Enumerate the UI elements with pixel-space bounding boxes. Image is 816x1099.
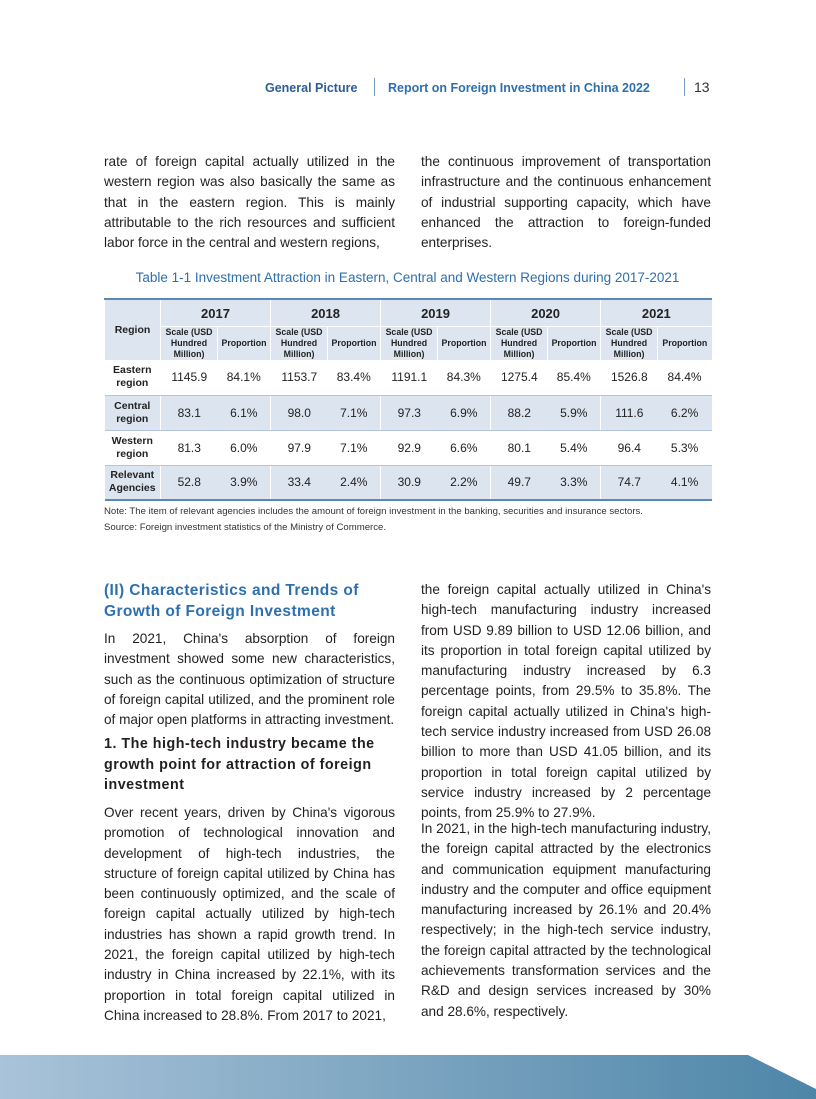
table-cell: 30.9 <box>381 465 438 500</box>
table-cell: 84.3% <box>438 360 491 395</box>
region-header: Region <box>105 299 161 360</box>
scale-header: Scale (USD Hundred Million) <box>381 327 438 361</box>
table-cell: 5.4% <box>548 430 601 465</box>
year-header: 2020 <box>491 299 601 327</box>
table-cell: 6.6% <box>438 430 491 465</box>
proportion-header: Proportion <box>328 327 381 361</box>
running-header <box>0 78 816 98</box>
table-cell: 83.1 <box>161 395 218 430</box>
subheader-row <box>105 327 712 361</box>
region-cell: Central region <box>105 395 161 430</box>
table-cell: 81.3 <box>161 430 218 465</box>
table-cell: 6.1% <box>218 395 271 430</box>
proportion-header: Proportion <box>658 327 712 361</box>
year-header: 2021 <box>601 299 712 327</box>
table-source: Source: Foreign investment statistics of the Ministry of Commerce. <box>104 522 387 533</box>
table-cell: 92.9 <box>381 430 438 465</box>
table-cell: 33.4 <box>271 465 328 500</box>
table-cell: 97.9 <box>271 430 328 465</box>
table-row <box>105 465 712 500</box>
table-cell: 52.8 <box>161 465 218 500</box>
subsection-heading: 1. The high-tech industry became the growth point for attraction of foreign investment <box>104 736 375 793</box>
body-paragraph-left: Over recent years, driven by China's vigorous promotion of technological innovation and development of high-tech industries, the structure of foreign capital utilized by China has been continuously optimized, and the scale of foreign capital actually utilized by high-tech industries has shown a rapid growth trend. In 2021, the foreign capital utilized by high-tech industry in China increased by 22.1%, with its proportion in total foreign capital utilized in China increased to 28.8%. From 2017 to 2021, <box>104 805 395 1023</box>
header-report-title: Report on Foreign Investment in China 2022 <box>388 81 650 95</box>
region-cell: Eastern region <box>105 360 161 395</box>
intro-paragraph-right: the continuous improvement of transportation infrastructure and the continuous enhancement of industrial supporting capacity, which have enhanced the attraction to foreign-funded enterprises. <box>421 154 711 251</box>
scale-header: Scale (USD Hundred Million) <box>601 327 658 361</box>
investment-table <box>104 298 712 501</box>
table-cell: 1153.7 <box>271 360 328 395</box>
table-cell: 1526.8 <box>601 360 658 395</box>
table-cell: 1145.9 <box>161 360 218 395</box>
table-row <box>105 430 712 465</box>
section-intro-paragraph: In 2021, China's absorption of foreign investment showed some new characteristics, such as the continuous optimization of structure of foreign capital utilized, and the prominent role of major open platforms in attracting investment. <box>104 631 395 728</box>
table-cell: 2.4% <box>328 465 381 500</box>
intro-paragraph-left: rate of foreign capital actually utilized in the western region was also basically the same as that in the eastern region. This is mainly attributable to the rich resources and sufficient labor force in the central and western regions, <box>104 154 395 251</box>
table-cell: 1275.4 <box>491 360 548 395</box>
table-cell: 84.4% <box>658 360 712 395</box>
page-number: 13 <box>694 79 710 95</box>
table-cell: 98.0 <box>271 395 328 430</box>
table-cell: 6.0% <box>218 430 271 465</box>
table-row <box>105 395 712 430</box>
proportion-header: Proportion <box>438 327 491 361</box>
table-cell: 85.4% <box>548 360 601 395</box>
footer-band-shape <box>0 1055 816 1099</box>
table-cell: 7.1% <box>328 430 381 465</box>
table-cell: 84.1% <box>218 360 271 395</box>
table-cell: 2.2% <box>438 465 491 500</box>
region-cell: Western region <box>105 430 161 465</box>
table-cell: 5.9% <box>548 395 601 430</box>
table-cell: 97.3 <box>381 395 438 430</box>
table-note: Note: The item of relevant agencies includes the amount of foreign investment in the banking, securities and insurance sectors. <box>104 506 643 517</box>
table-cell: 3.3% <box>548 465 601 500</box>
proportion-header: Proportion <box>548 327 601 361</box>
year-header: 2017 <box>161 299 271 327</box>
region-cell: Relevant Agencies <box>105 465 161 500</box>
header-divider <box>684 78 685 96</box>
table-cell: 1191.1 <box>381 360 438 395</box>
section-heading: (II) Characteristics and Trends of Growth of Foreign Investment <box>104 582 359 620</box>
footer-band <box>0 1055 816 1099</box>
table-row <box>105 360 712 395</box>
table-cell: 49.7 <box>491 465 548 500</box>
scale-header: Scale (USD Hundred Million) <box>271 327 328 361</box>
table-cell: 5.3% <box>658 430 712 465</box>
table-cell: 111.6 <box>601 395 658 430</box>
table-caption: Table 1-1 Investment Attraction in Eastern, Central and Western Regions during 2017-2021 <box>135 270 680 285</box>
body-paragraph-right-2: In 2021, in the high-tech manufacturing industry, the foreign capital attracted by the electronics and communication equipment manufacturing industry and the computer and office equipment manufacturing increased by 26.1% and 20.4% respectively; in the high-tech service industry, the foreign capital attracted by the technological achievements transformation services and the R&D and design services increased by 30% and 28.6%, respectively. <box>421 821 711 1019</box>
table-cell: 80.1 <box>491 430 548 465</box>
header-divider <box>374 78 375 96</box>
year-header: 2018 <box>271 299 381 327</box>
year-header: 2019 <box>381 299 491 327</box>
table-cell: 88.2 <box>491 395 548 430</box>
table-cell: 6.2% <box>658 395 712 430</box>
table-cell: 4.1% <box>658 465 712 500</box>
table-cell: 83.4% <box>328 360 381 395</box>
scale-header: Scale (USD Hundred Million) <box>491 327 548 361</box>
table-cell: 3.9% <box>218 465 271 500</box>
table-cell: 74.7 <box>601 465 658 500</box>
body-paragraph-right-1: the foreign capital actually utilized in China's high-tech manufacturing industry increased from USD 9.89 billion to USD 12.06 billion, and its proportion in total foreign capital utilized by manufacturing industry increased by 6.3 percentage points, from 29.5% to 35.8%. The foreign capital actually utilized in China's high-tech service industry increased from USD 26.08 billion to more than USD 41.05 billion, and its proportion in total foreign capital utilized by service industry increased by 2 percentage points, from 25.9% to 27.9%. <box>421 582 711 821</box>
table-cell: 7.1% <box>328 395 381 430</box>
table-cell: 6.9% <box>438 395 491 430</box>
scale-header: Scale (USD Hundred Million) <box>161 327 218 361</box>
table-cell: 96.4 <box>601 430 658 465</box>
year-header-row <box>105 299 712 327</box>
proportion-header: Proportion <box>218 327 271 361</box>
header-section-title: General Picture <box>265 81 358 95</box>
